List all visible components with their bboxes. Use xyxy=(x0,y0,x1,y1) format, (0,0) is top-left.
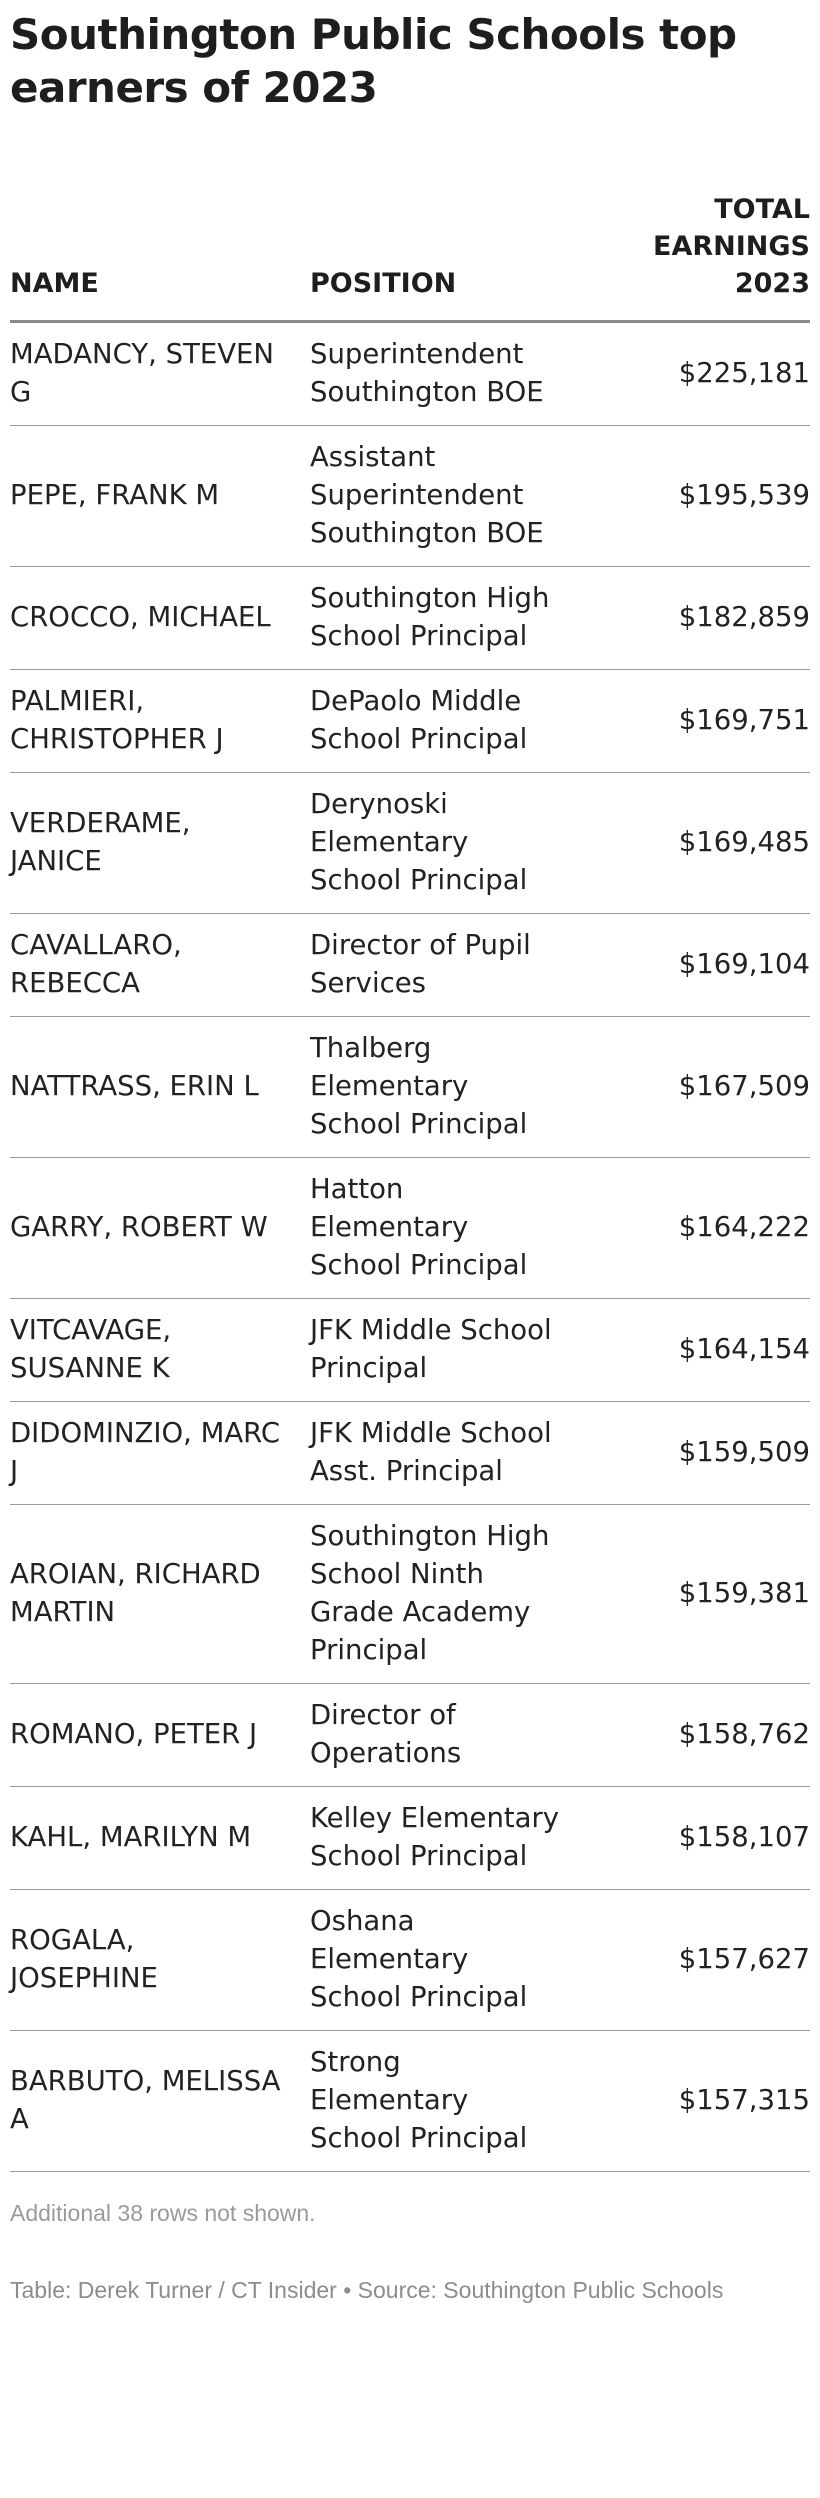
cell-name: BARBUTO, MELISSA A xyxy=(10,2031,310,2172)
column-header-earnings-line3: 2023 xyxy=(734,268,810,299)
cell-position: Southington High School Principal xyxy=(310,567,570,670)
table-row xyxy=(10,1158,810,1299)
table-header-row xyxy=(10,191,810,322)
cell-position: Southington High School Ninth Grade Academy Principal xyxy=(310,1505,570,1684)
cell-name: CAVALLARO, REBECCA xyxy=(10,914,310,1017)
cell-earnings: $169,104 xyxy=(570,914,810,1017)
cell-earnings: $157,627 xyxy=(570,1890,810,2031)
cell-name: GARRY, ROBERT W xyxy=(10,1158,310,1299)
cell-earnings: $195,539 xyxy=(570,426,810,567)
cell-name: ROMANO, PETER J xyxy=(10,1684,310,1787)
cell-name: AROIAN, RICHARD MARTIN xyxy=(10,1505,310,1684)
cell-position: Derynoski Elementary School Principal xyxy=(310,773,570,914)
cell-earnings: $169,485 xyxy=(570,773,810,914)
cell-position: Thalberg Elementary School Principal xyxy=(310,1017,570,1158)
table-row xyxy=(10,773,810,914)
cell-position: Director of Pupil Services xyxy=(310,914,570,1017)
table-row xyxy=(10,1684,810,1787)
column-header-name[interactable]: NAME xyxy=(10,191,310,322)
cell-name: MADANCY, STEVEN G xyxy=(10,322,310,426)
cell-earnings: $225,181 xyxy=(570,322,810,426)
cell-earnings: $182,859 xyxy=(570,567,810,670)
cell-earnings: $157,315 xyxy=(570,2031,810,2172)
table-row xyxy=(10,1505,810,1684)
cell-name: PEPE, FRANK M xyxy=(10,426,310,567)
cell-earnings: $169,751 xyxy=(570,670,810,773)
cell-name: CROCCO, MICHAEL xyxy=(10,567,310,670)
cell-earnings: $167,509 xyxy=(570,1017,810,1158)
source-credit: Table: Derek Turner / CT Insider • Source: Southington Public Schools xyxy=(10,2277,724,2303)
cell-name: ROGALA, JOSEPHINE xyxy=(10,1890,310,2031)
cell-position: Assistant Superintendent Southington BOE xyxy=(310,426,570,567)
cell-name: NATTRASS, ERIN L xyxy=(10,1017,310,1158)
rows-hidden-note: Additional 38 rows not shown. xyxy=(10,2200,316,2226)
cell-position: Kelley Elementary School Principal xyxy=(310,1787,570,1890)
table-row xyxy=(10,1890,810,2031)
cell-earnings: $159,381 xyxy=(570,1505,810,1684)
cell-earnings: $158,107 xyxy=(570,1787,810,1890)
cell-name: KAHL, MARILYN M xyxy=(10,1787,310,1890)
cell-position: JFK Middle School Principal xyxy=(310,1299,570,1402)
cell-position: DePaolo Middle School Principal xyxy=(310,670,570,773)
cell-position: Superintendent Southington BOE xyxy=(310,322,570,426)
cell-name: VITCAVAGE, SUSANNE K xyxy=(10,1299,310,1402)
table-row xyxy=(10,1299,810,1402)
table-row xyxy=(10,1402,810,1505)
table-row xyxy=(10,322,810,426)
cell-position: Hatton Elementary School Principal xyxy=(310,1158,570,1299)
cell-position: Strong Elementary School Principal xyxy=(310,2031,570,2172)
column-header-earnings-line1: TOTAL xyxy=(714,194,810,225)
cell-name: PALMIERI, CHRISTOPHER J xyxy=(10,670,310,773)
page-title: Southington Public Schools top earners of 2023 xyxy=(10,10,737,112)
table-row xyxy=(10,567,810,670)
column-header-earnings-line2: EARNINGS xyxy=(653,231,810,262)
cell-earnings: $158,762 xyxy=(570,1684,810,1787)
cell-earnings: $159,509 xyxy=(570,1402,810,1505)
table-graphic xyxy=(10,0,818,2305)
cell-position: Oshana Elementary School Principal xyxy=(310,1890,570,2031)
column-header-position[interactable]: POSITION xyxy=(310,191,570,322)
column-header-earnings[interactable] xyxy=(570,191,810,322)
cell-earnings: $164,222 xyxy=(570,1158,810,1299)
table-row xyxy=(10,1017,810,1158)
earnings-table xyxy=(10,191,810,2172)
cell-earnings: $164,154 xyxy=(570,1299,810,1402)
cell-name: DIDOMINZIO, MARC J xyxy=(10,1402,310,1505)
table-row xyxy=(10,1787,810,1890)
cell-position: Director of Operations xyxy=(310,1684,570,1787)
cell-name: VERDERAME, JANICE xyxy=(10,773,310,914)
table-row xyxy=(10,426,810,567)
table-row xyxy=(10,914,810,1017)
table-row xyxy=(10,2031,810,2172)
cell-position: JFK Middle School Asst. Principal xyxy=(310,1402,570,1505)
table-row xyxy=(10,670,810,773)
